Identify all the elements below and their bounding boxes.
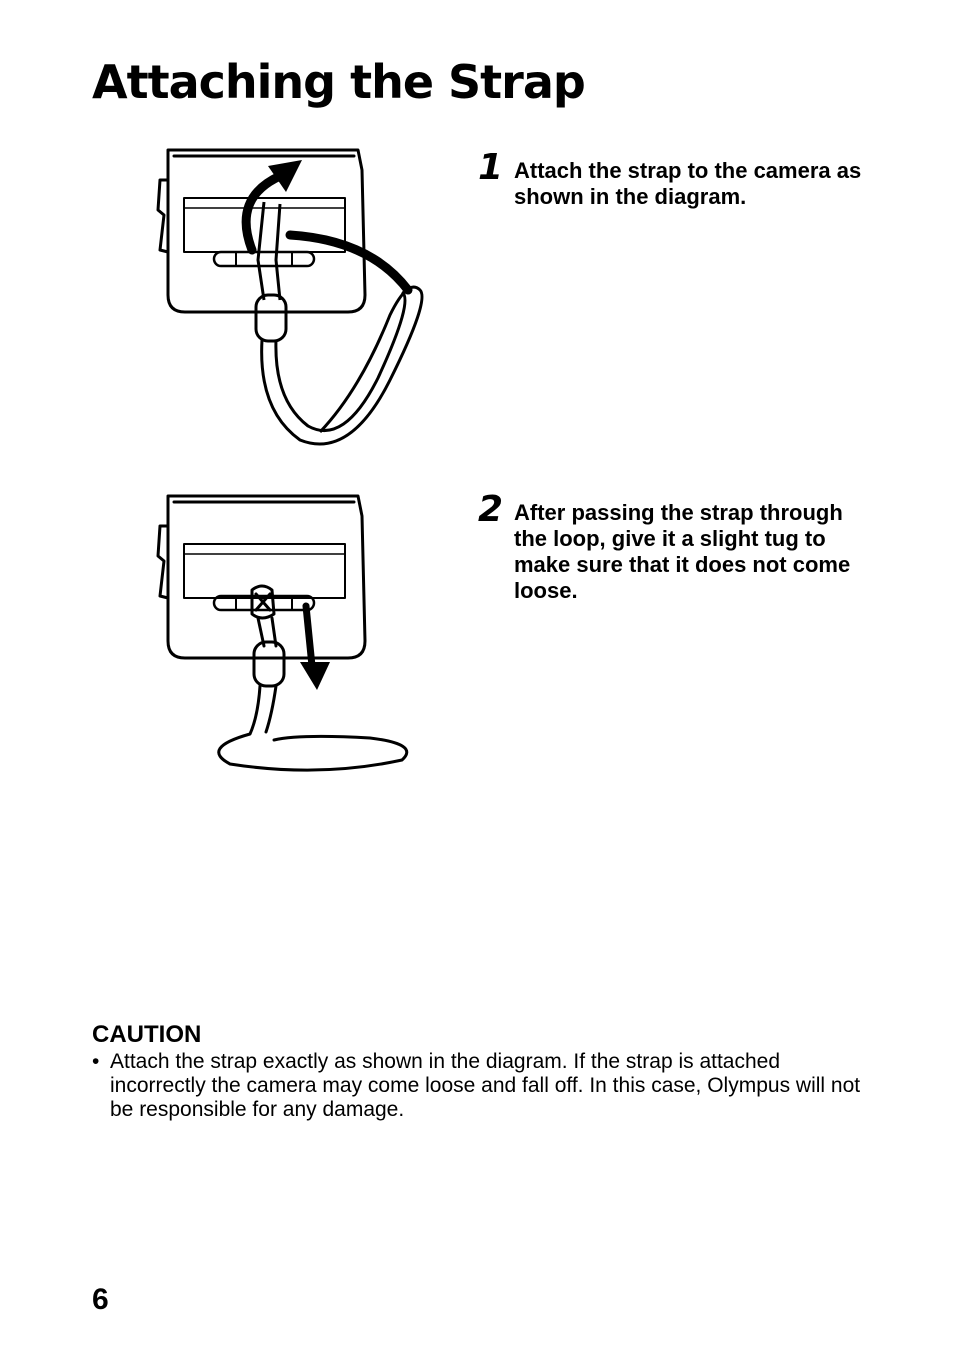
strap-attach-illustration-1 (140, 140, 450, 460)
step-1 (478, 147, 898, 230)
caution-item (92, 1050, 872, 1122)
step-number: 1 (478, 147, 504, 188)
step-number: 2 (478, 489, 504, 530)
caution-section (92, 1020, 872, 1122)
step-text: After passing the strap through the loop, give it a slight tug to make sure that it does not come loose. (514, 500, 851, 603)
caution-title: CAUTION (92, 1021, 202, 1048)
strap-attach-illustration-2 (140, 486, 430, 786)
page-number: 6 (92, 1283, 109, 1316)
bullet-icon: • (92, 1050, 100, 1073)
step-text: Attach the strap to the camera as shown in the diagram. (514, 158, 862, 209)
page-title: Attaching the Strap (92, 55, 585, 109)
step-2 (478, 489, 898, 612)
caution-text: Attach the strap exactly as shown in the diagram. If the strap is attached incorrectly the camera may come loose and fall off. In this case, Olympus will not be responsible for any damage. (110, 1050, 861, 1121)
